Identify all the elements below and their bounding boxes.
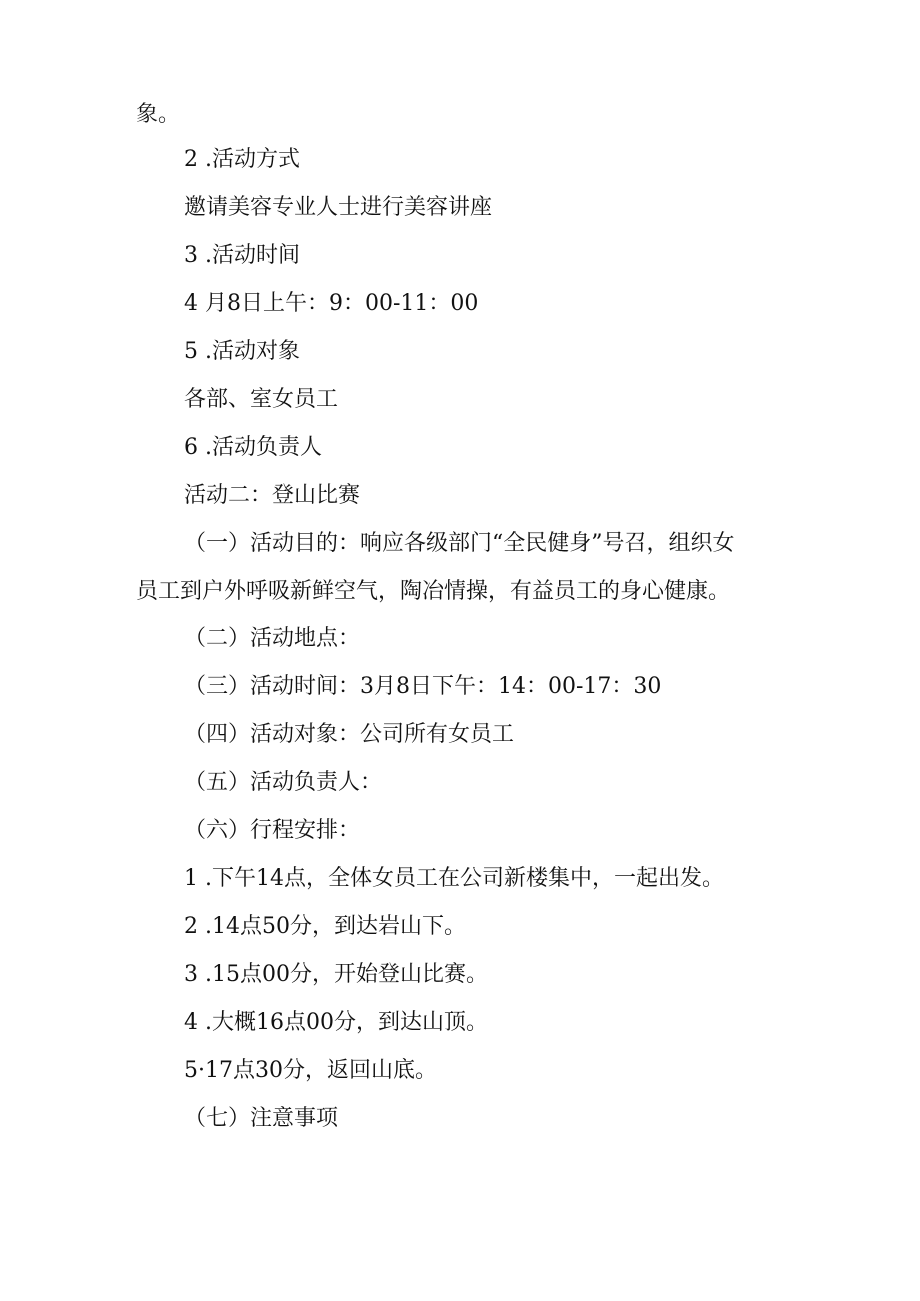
schedule-item-3: 3 .15点00分，开始登山比赛。 bbox=[184, 962, 488, 987]
activity-time-text: 4 月8日上午：9：00-11：00 bbox=[184, 291, 479, 316]
item-heading-activity-lead: 6 .活动负责人 bbox=[184, 435, 322, 460]
schedule-item-1: 1 .下午14点，全体女员工在公司新楼集中，一起出发。 bbox=[184, 866, 724, 891]
purpose-paragraph-line-2: 员工到户外呼吸新鲜空气，陶冶情操，有益员工的身心健康。 bbox=[136, 579, 731, 604]
purpose-paragraph-line-1: （一）活动目的：响应各级部门“全民健身”号召，组织女 bbox=[184, 531, 735, 556]
time-line: （三）活动时间：3月8日下午：14：00-17：30 bbox=[184, 674, 662, 699]
schedule-item-2: 2 .14点50分，到达岩山下。 bbox=[184, 914, 466, 939]
paragraph-continuation: 象。 bbox=[136, 102, 181, 127]
section-heading-activity-two: 活动二：登山比赛 bbox=[184, 483, 361, 508]
location-line: （二）活动地点： bbox=[184, 626, 361, 651]
item-heading-activity-time: 3 .活动时间 bbox=[184, 243, 300, 268]
schedule-item-5: 5·17点30分，返回山底。 bbox=[184, 1058, 437, 1083]
schedule-heading: （六）行程安排： bbox=[184, 818, 361, 843]
activity-target-text: 各部、室女员工 bbox=[184, 387, 339, 412]
target-line: （四）活动对象：公司所有女员工 bbox=[184, 722, 515, 747]
schedule-item-4: 4 .大概16点00分，到达山顶。 bbox=[184, 1010, 488, 1035]
item-heading-activity-target: 5 .活动对象 bbox=[184, 339, 300, 364]
item-heading-activity-method: 2 .活动方式 bbox=[184, 147, 300, 172]
notes-heading: （七）注意事项 bbox=[184, 1106, 339, 1131]
activity-method-text: 邀请美容专业人士进行美容讲座 bbox=[184, 195, 493, 220]
lead-line: （五）活动负责人： bbox=[184, 770, 383, 795]
